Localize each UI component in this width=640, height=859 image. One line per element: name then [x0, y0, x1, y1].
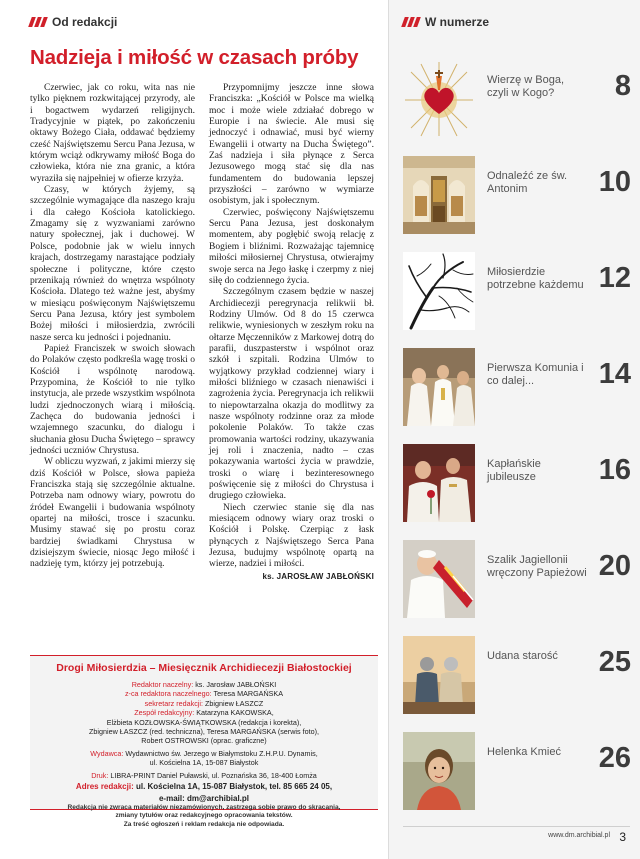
tree-branches-image	[403, 252, 475, 330]
toc-page-number: 25	[598, 646, 631, 678]
toc-page-number: 12	[598, 262, 631, 294]
priests-image	[403, 444, 475, 522]
paragraph: Czasy, w których żyjemy, są szczególnie wymagające dla naszego kraju i dla całego Kościoła katolickiego. Zmagamy się z wyzwaniami zarówno natury społecznej, jak i duchowej. W Polsce, podobnie jak w wielu innych krajach, dostrzegamy narastające podziały społeczne i polityczne, które często przenikają również do wnętrza wspólnoty Kościoła. Dlatego też ważne jest, abyśmy w miesiącu poświęconym Najświętszemu Sercu Pana Jezusa, który jest symbolem Bożej miłości i miłosierdzia, zwrócili nasze serca ku jedności i pojednaniu.	[30, 185, 195, 343]
toc-section-label: W numerze	[425, 15, 490, 29]
toc-title: Kapłańskie jubileusze	[487, 458, 541, 483]
imprint-line: sekretarz redakcji: Zbigniew ŁASZCZ	[144, 698, 264, 708]
paragraph: Papież Franciszek w swoich słowach do Polaków często podkreśla wagę troski o Kościół i wspólnotę narodową. Przypomina, że Kościół to nie tylko instytucja, ale przede wszystkim wspólnota ludzi zjednoczonych wiarą i miłością. Zachęca do budowania jedności i wzajemnego szacunku, do dialogu i słuchania głosu Ducha Świętego – sprawcy jedności uczniów Chrystusa.	[30, 343, 195, 456]
imprint-line: Redaktor naczelny: ks. Jarosław JABŁOŃSKI	[131, 680, 277, 689]
imprint-line: Robert OSTROWSKI (oprac. graficzne)	[141, 736, 267, 746]
imprint-box	[30, 655, 378, 810]
toc-section-header	[403, 15, 489, 29]
toc-item[interactable]	[403, 348, 635, 426]
toc-item[interactable]	[403, 444, 635, 522]
print-line: Druk: LIBRA-PRINT Daniel Puławski, ul. Poznańska 36, 18-400 Łomża	[91, 770, 317, 780]
paragraph: Czerwiec, jak co roku, wita nas nie tylko pięknem rozkwitającej przyrody, ale i bogactwem wydarzeń religijnych. Tradycyjnie w piątek, po zakończeniu oktawy Bożego Ciała, oddawać będziemy cześć Najświętszemu Sercu Pana Jezusa, w którym wciąż odkrywamy miłość Boga do człowieka, która nie zna granic, a która wyraziła się najpełniej w ofierze krzyża.	[30, 83, 195, 184]
toc-page-number: 26	[598, 742, 631, 774]
editorial-column-1	[30, 83, 195, 643]
young-woman-portrait-image	[403, 732, 475, 810]
editorial-column-2	[209, 83, 374, 643]
imprint-line: Elżbieta KOZŁOWSKA-ŚWIĄTKOWSKA (redakcja i korekta),	[106, 717, 302, 727]
editorial-address: Adres redakcji: ul. Kościelna 1A, 15-087 Białystok, tel. 85 665 24 05,	[75, 782, 333, 792]
paragraph: Przypomnijmy jeszcze inne słowa Franciszka: „Kościół w Polsce ma wielką moc i może wiele zdziałać dobrego w Europie i na świecie. Ale musi się jednoczyć i odnawiać, musi być wierny Ewangelii i otwarty na Ducha Świętego”. Zaś nadzieja i siła płynące z Serca Jezusowego mogą stać się dla nas fundamentem do budowania lepszej przyszłości – zarówno w wymiarze osobistym, jak i społecznym.	[209, 83, 374, 207]
paragraph: W obliczu wyzwań, z jakimi mierzy się dziś Kościół w Polsce, słowa papieża Franciszka stają się szczególnie aktualne. Potrzeba nam odnowy wiary, powrotu do źródeł Ewangelii i budowania wspólnoty opartej na miłości, trosce i szacunku. Musimy stawać się po prostu coraz bardziej świadkami Chrystusa w dzisiejszym świecie, niosąc Jego miłość i nadzieję tym, którzy jej potrzebują.	[30, 457, 195, 570]
paragraph: Czerwiec, poświęcony Najświętszemu Sercu Pana Jezusa, jest doskonałym momentem, aby pogłębić swoją relację z Bogiem i bliźnimi. Rozważając tajemnicę miłości miłosiernej Chrystusa, otwierajmy swoje serca na Jego łaskę i czerpmy z niej siłę do codziennego życia.	[209, 207, 374, 286]
magazine-title: Drogi Miłosierdzia – Miesięcznik Archidiecezji Białostockiej	[56, 662, 352, 674]
toc-title: Pierwsza Komunia i co dalej...	[487, 362, 584, 387]
toc-item[interactable]	[403, 156, 635, 234]
stripes-icon	[30, 17, 46, 27]
toc-item[interactable]	[403, 540, 635, 618]
footer-divider	[403, 826, 630, 827]
imprint-line: z-ca redaktora naczelnego: Teresa MARGAŃSKA	[124, 689, 284, 699]
editorial-headline: Nadzieja i miłość w czasach próby	[30, 46, 359, 69]
publisher-line: Wydawca: Wydawnictwo św. Jerzego w Białymstoku Z.H.P.U. Dynamis,	[90, 748, 318, 758]
toc-page-number: 10	[598, 166, 631, 198]
editorial-email[interactable]: e-mail: dm@archibial.pl	[158, 794, 250, 804]
toc-title: Szalik Jagiellonii wręczony Papieżowi	[487, 554, 587, 579]
paragraph: Niech czerwiec stanie się dla nas miesiącem odnowy wiary oraz troski o Kościół i Polskę. Czerpiąc z łask płynących z Najświętszego Serca Pana Jezusa, budujmy wspólnotę opartą na wierze, nadziei i miłości.	[209, 502, 374, 570]
paragraph: Szczególnym czasem będzie w naszej Archidiecezji peregrynacja relikwii bł. Rodziny Ulmów. Od 8 do 15 czerwca relikwie, wyniesionych w zeszłym roku na ołtarze Męczenników z Markowej dotrą do parafii, duszpasterstw i wspólnot oraz szkół i szpitali. Rodzina Ulmów to wyjątkowy przykład codziennej wiary i miłości bliźniego w czasach nienawiści i zagrożenia życia. Peregrynacja ich relikwii to niepowtarzalna okazja do modlitwy za nasze wspólnoty rodzinne oraz za młode pokolenie Polaków. To także czas promowania wartości rodziny, ukazywania jej roli i znaczenia, nadto – czas pokazywania wartości życia w prawdzie, troski o wiarę i bezinteresownego poświęcenie się z miłości do Chrystusa i drugiego człowieka.	[209, 287, 374, 502]
toc-item[interactable]	[403, 732, 635, 810]
sacred-heart-image	[403, 60, 475, 138]
editorial-section-header	[30, 15, 117, 29]
toc-item[interactable]	[403, 60, 635, 138]
toc-page-number: 20	[598, 550, 631, 582]
toc-page-number: 8	[614, 70, 631, 102]
toc-item[interactable]	[403, 252, 635, 330]
toc-title: Helenka Kmieć	[487, 746, 561, 758]
toc-title: Wierzę w Boga, czyli w Kogo?	[487, 74, 565, 99]
elderly-couple-image	[403, 636, 475, 714]
imprint-line: Zespół redakcyjny: Katarzyna KAKOWSKA,	[134, 708, 274, 718]
website-link[interactable]: www.dm.archibial.pl	[548, 832, 610, 839]
toc-page-number: 16	[598, 454, 631, 486]
imprint-line: Zbigniew ŁASZCZ (red. techniczna), Teresa MARGAŃSKA (serwis foto),	[89, 727, 319, 737]
pope-scarf-image	[403, 540, 475, 618]
toc-page-number: 14	[598, 358, 631, 390]
communion-children-image	[403, 348, 475, 426]
toc-title: Miłosierdzie potrzebne każdemu	[487, 266, 584, 291]
stripes-icon	[403, 17, 419, 27]
church-interior-image	[403, 156, 475, 234]
editorial-section-label: Od redakcji	[52, 15, 118, 29]
toc-title: Udana starość	[487, 650, 558, 662]
editorial-columns	[30, 83, 374, 643]
page-number: 3	[619, 830, 626, 844]
toc-panel	[388, 0, 640, 859]
author-signature: ks. JAROSŁAW JABŁOŃSKI	[262, 571, 374, 581]
toc-title: Odnaleźć ze św. Antonim	[487, 170, 568, 195]
disclaimer: Redakcja nie zwraca materiałów niezamówionych, zastrzega sobie prawo do skracania, zmiany tytułów oraz redakcyjnego opracowania tekstów. Za treść ogłoszeń i reklam redakcja nie odpowiada.	[67, 804, 341, 828]
toc-item[interactable]	[403, 636, 635, 714]
publisher-address-line: ul. Kościelna 1A, 15-087 Białystok	[149, 758, 259, 768]
